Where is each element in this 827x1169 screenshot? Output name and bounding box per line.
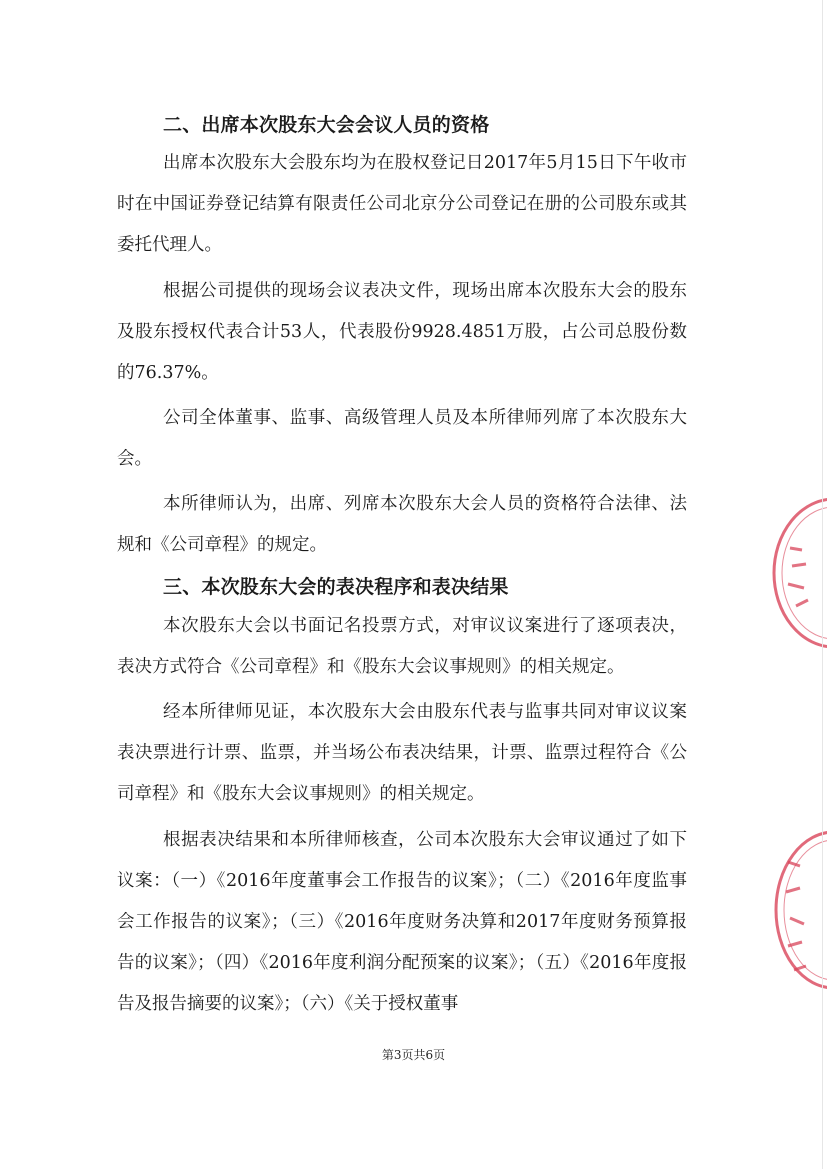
section-3-heading: 三、本次股东大会的表决程序和表决结果: [163, 576, 509, 598]
section-3-paragraph-3: 根据表决结果和本所律师核查，公司本次股东大会审议通过了如下议案：（一）《2016年度董事会工作报告的议案》；（二）《2016年度监事会工作报告的议案》；（三）《2016年度财务决算和2017年度财务预算报告的议案》；（四）《2016年度利润分配预案的议案》；（五）《2016年度报告及报告摘要的议案》；（六）《关于授权董事: [117, 830, 687, 1014]
section-3-paragraph-1: 本次股东大会以书面记名投票方式，对审议议案进行了逐项表决，表决方式符合《公司章程》和《股东大会议事规则》的相关规定。: [117, 616, 687, 677]
law-firm-seal-stamp-upper: [762, 488, 827, 658]
section-2-paragraph-2: 根据公司提供的现场会议表决文件，现场出席本次股东大会的股东及股东授权代表合计53人，代表股份9928.4851万股，占公司总股份数的76.37%。: [117, 281, 687, 383]
page-number-footer: 第3页共6页: [381, 1048, 446, 1062]
section-2-heading: 二、出席本次股东大会会议人员的资格: [163, 114, 490, 136]
scan-edge-line: [822, 0, 823, 1169]
section-2-paragraph-4: 本所律师认为，出席、列席本次股东大会人员的资格符合法律、法规和《公司章程》的规定。: [117, 494, 687, 555]
law-firm-seal-stamp-lower: [764, 822, 827, 997]
section-3-paragraph-2: 经本所律师见证，本次股东大会由股东代表与监事共同对审议议案表决票进行计票、监票，并当场公布表决结果，计票、监票过程符合《公司章程》和《股东大会议事规则》的相关规定。: [117, 702, 687, 804]
section-2-paragraph-3: 公司全体董事、监事、高级管理人员及本所律师列席了本次股东大会。: [117, 408, 687, 469]
section-2-paragraph-1: 出席本次股东大会股东均为在股权登记日2017年5月15日下午收市时在中国证券登记结算有限责任公司北京分公司登记在册的公司股东或其委托代理人。: [117, 153, 687, 255]
